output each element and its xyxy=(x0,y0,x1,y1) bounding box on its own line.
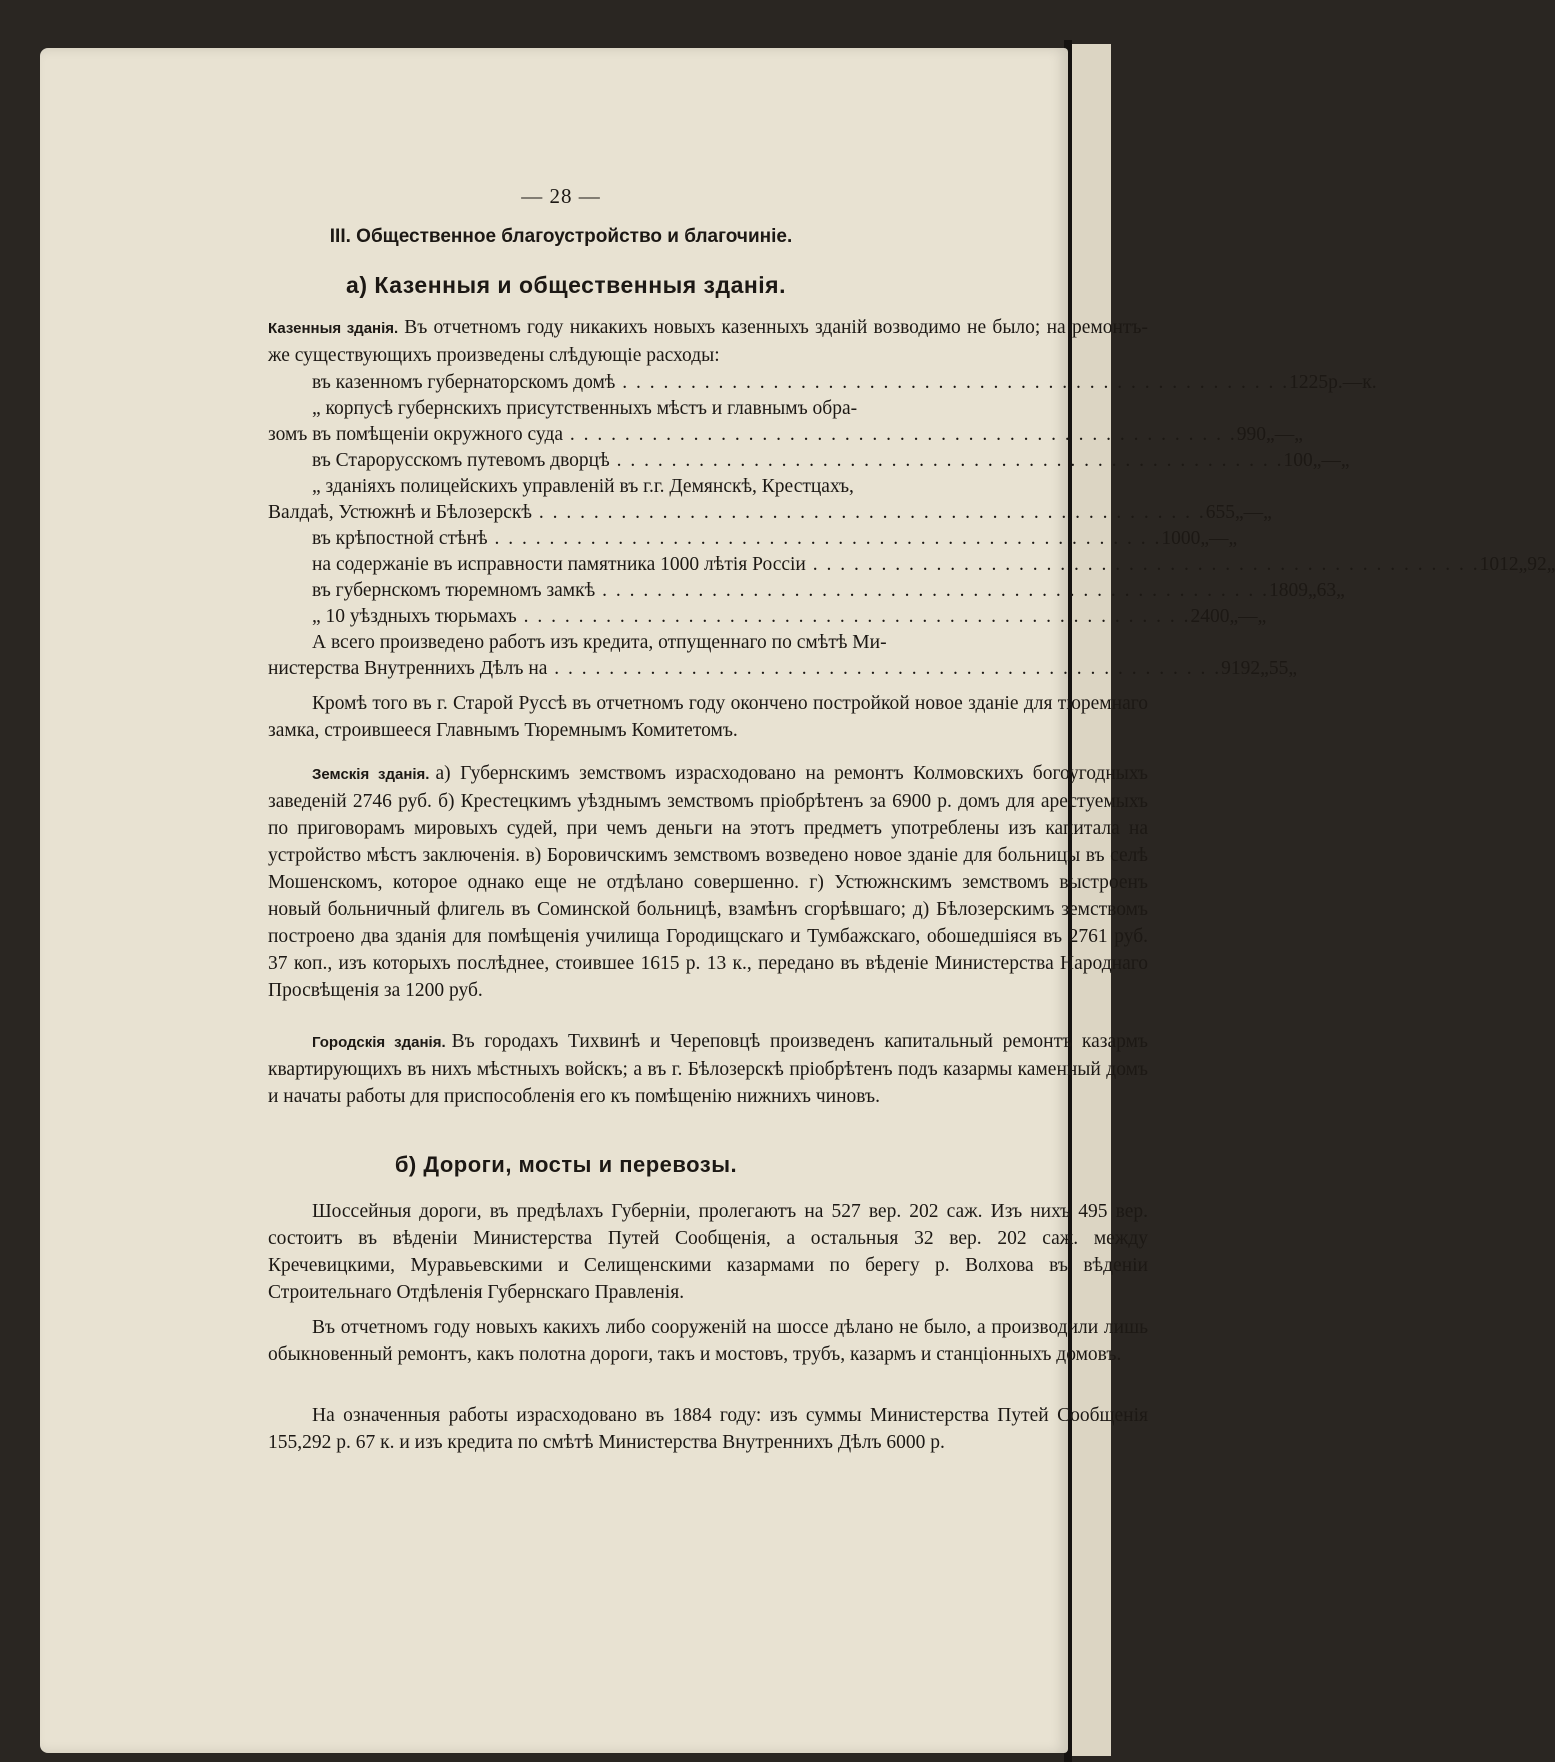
expense-kop: 92 xyxy=(1527,554,1547,575)
expense-kop: — xyxy=(1238,606,1258,627)
expense-row xyxy=(268,370,1377,396)
gorodskie-lead: Городскія зданія. xyxy=(312,1034,446,1051)
subsection-b-title: б) Дороги, мосты и перевозы. xyxy=(394,1152,738,1177)
expense-kunit: „ xyxy=(1257,606,1267,627)
expense-label: въ крѣпостной стѣнѣ . . . xyxy=(268,526,1161,552)
roads-paragraph-2: Въ отчетномъ году новыхъ какихъ либо сооруженій на шоссе дѣлано не было, а производили лишь обыкновенный ремонтъ, какъ полотна дороги, такъ и мостовъ, трубъ, казармъ и станціонныхъ домовъ. xyxy=(268,1317,1148,1365)
expense-total-kop: 55 xyxy=(1268,658,1289,679)
expense-cur: „ xyxy=(1312,450,1322,471)
expense-rub: 2400 xyxy=(1190,606,1230,627)
zemskie-lead: Земскія зданія. xyxy=(312,766,430,783)
expense-kop: — xyxy=(1243,502,1264,523)
expense-label-line1: „ зданіяхъ полицейскихъ управленій въ г.г. Демянскѣ, Крестцахъ, xyxy=(312,476,854,497)
expense-row xyxy=(268,552,1555,578)
expense-row-line1 xyxy=(268,630,1148,656)
expense-kunit: „ xyxy=(1263,502,1272,523)
expense-total-label: нистерства Внутреннихъ Дѣлъ на . . . xyxy=(268,656,1221,682)
document-page xyxy=(40,48,1555,1753)
expense-kop: 63 xyxy=(1316,580,1337,601)
zemskie-text: а) Губернскимъ земствомъ израсходовано на ремонтъ Колмовскихъ богоугодныхъ заведеній 2746 руб. б) Крестецкимъ уѣзднымъ земствомъ пріобрѣтенъ за 6900 р. домъ для арестуемыхъ по приговорамъ мировыхъ судей, при чемъ деньги на этотъ предметъ употреблены изъ капитала на устройство мѣстъ заключенія. в) Боровичскимъ земствомъ возведено новое зданіе для больницы въ селѣ Мошенскомъ, которое однако еще не отдѣлано совершенно. г) Устюжнскимъ земствомъ выстроенъ новый больничный флигель въ Соминской больницѣ, взамѣнъ сгорѣвшаго; д) Бѣлозерскимъ земствомъ построено два зданія для помѣщенія училища Городищскаго и Тумбажскаго, обошедшіяся въ 2761 руб. 37 коп., изъ которыхъ послѣднее, стоившее 1615 р. 13 к., передано въ вѣденіе Министерства Народнаго Просвѣщенія за 1200 руб. xyxy=(268,763,1148,1001)
expense-label: „ 10 уѣздныхъ тюрьмахъ . . . xyxy=(268,604,1190,630)
expense-cur: р. xyxy=(1328,372,1343,393)
expense-label: въ казенномъ губернаторскомъ домѣ . . . xyxy=(268,370,1289,396)
expense-row xyxy=(268,500,1272,526)
expense-rub: 1809 xyxy=(1268,580,1308,601)
kazennye-text: Въ отчетномъ году никакихъ новыхъ казенныхъ зданій возводимо не было; на ремонтъ-же существующихъ произведены слѣдующіе расходы: xyxy=(268,317,1148,366)
expense-kop: — xyxy=(1209,528,1229,549)
expense-kop: — xyxy=(1321,450,1341,471)
expense-rub: 1012 xyxy=(1479,554,1519,575)
staraya-russa-paragraph: Кромѣ того въ г. Старой Руссѣ въ отчетномъ году окончено постройкой новое зданіе для тюремнаго замка, строившееся Главнымъ Тюремнымъ Комитетомъ. xyxy=(268,693,1148,741)
expense-label: Валдаѣ, Устюжнѣ и Бѣлозерскѣ . . . xyxy=(268,500,1206,526)
expense-row xyxy=(268,526,1238,552)
expense-cur: „ xyxy=(1266,424,1275,445)
expense-label: въ губернскомъ тюремномъ замкѣ . . . xyxy=(268,578,1269,604)
expense-total-label-line1: А всего произведено работъ изъ кредита, отпущеннаго по смѣтѣ Ми- xyxy=(312,632,887,653)
expense-label: зомъ въ помѣщеніи окружного суда . . . xyxy=(268,422,1237,448)
expense-total-row xyxy=(268,656,1297,682)
expense-rub: 100 xyxy=(1283,450,1313,471)
expense-row xyxy=(268,604,1267,630)
subsection-a-title: а) Казенныя и общественныя зданія. xyxy=(346,272,786,298)
expense-rub: 655 xyxy=(1205,502,1235,523)
expense-kunit: к. xyxy=(1362,372,1377,393)
expense-row-line1 xyxy=(268,474,1148,500)
expense-row xyxy=(268,422,1303,448)
expense-kunit: „ xyxy=(1294,424,1303,445)
section-title: III. Общественное благоустройство и благочиніе. xyxy=(329,226,793,247)
expense-rub: 1225 xyxy=(1289,372,1329,393)
expense-kop: — xyxy=(1274,424,1295,445)
expense-cur: „ xyxy=(1200,528,1210,549)
roads-paragraph-1: Шоссейныя дороги, въ предѣлахъ Губерніи, пролегаютъ на 527 вер. 202 саж. Изъ нихъ 495 вер. состоитъ въ вѣденіи Министерства Путей Сообщенія, а остальныя 32 вер. 202 саж. между Кречевицкими, Муравьевскими и Селищенскими казармами по берегу р. Волхова въ вѣденіи Строительнаго Отдѣленія Губернскаго Правленія. xyxy=(268,1201,1148,1303)
expense-label: на содержаніе въ исправности памятника 1000 лѣтія Россіи . . . xyxy=(268,552,1480,578)
expense-kunit: „ xyxy=(1336,580,1345,601)
kazennye-paragraph xyxy=(268,314,1148,369)
gorodskie-text: Въ городахъ Тихвинѣ и Череповцѣ произведенъ капитальный ремонтъ казармъ квартирующихъ въ нихъ мѣстныхъ войскъ; а въ г. Бѣлозерскѣ пріобрѣтенъ подъ казармы каменный домъ и начаты работы для приспособленія его къ помѣщенію нижнихъ чиновъ. xyxy=(268,1031,1148,1107)
expense-kop: — xyxy=(1342,372,1363,393)
expense-row xyxy=(268,578,1345,604)
expense-cur: „ xyxy=(1518,554,1528,575)
page-number: — 28 — xyxy=(521,184,601,208)
expense-cur: „ xyxy=(1307,580,1317,601)
expense-kunit: „ xyxy=(1340,450,1350,471)
gorodskie-paragraph xyxy=(268,1028,1148,1110)
expenses-list xyxy=(268,370,1555,682)
expense-rub: 1000 xyxy=(1161,528,1201,549)
expense-kunit: „ xyxy=(1228,528,1238,549)
expense-row-line1 xyxy=(268,396,1148,422)
zemskie-paragraph xyxy=(268,760,1148,1004)
expense-kunit: „ xyxy=(1546,554,1555,575)
expense-total-kunit: „ xyxy=(1288,658,1297,679)
roads-paragraph-3: На означенныя работы израсходовано въ 1884 году: изъ суммы Министерства Путей Сообщенія 155,292 р. 67 к. и изъ кредита по смѣтѣ Министерства Внутреннихъ Дѣлъ 6000 р. xyxy=(268,1405,1148,1453)
expense-label-line1: „ корпусѣ губернскихъ присутственныхъ мѣстъ и главнымъ обра- xyxy=(312,398,858,419)
expense-total-cur: „ xyxy=(1260,658,1269,679)
expense-rub: 990 xyxy=(1236,424,1267,445)
expense-total-rub: 9192 xyxy=(1221,658,1261,679)
expense-cur: „ xyxy=(1229,606,1239,627)
expense-row xyxy=(268,448,1350,474)
kazennye-lead: Казенныя зданія. xyxy=(268,320,399,337)
expense-cur: „ xyxy=(1234,502,1244,523)
expense-label: въ Старорусскомъ путевомъ дворцѣ . . . xyxy=(268,448,1283,474)
